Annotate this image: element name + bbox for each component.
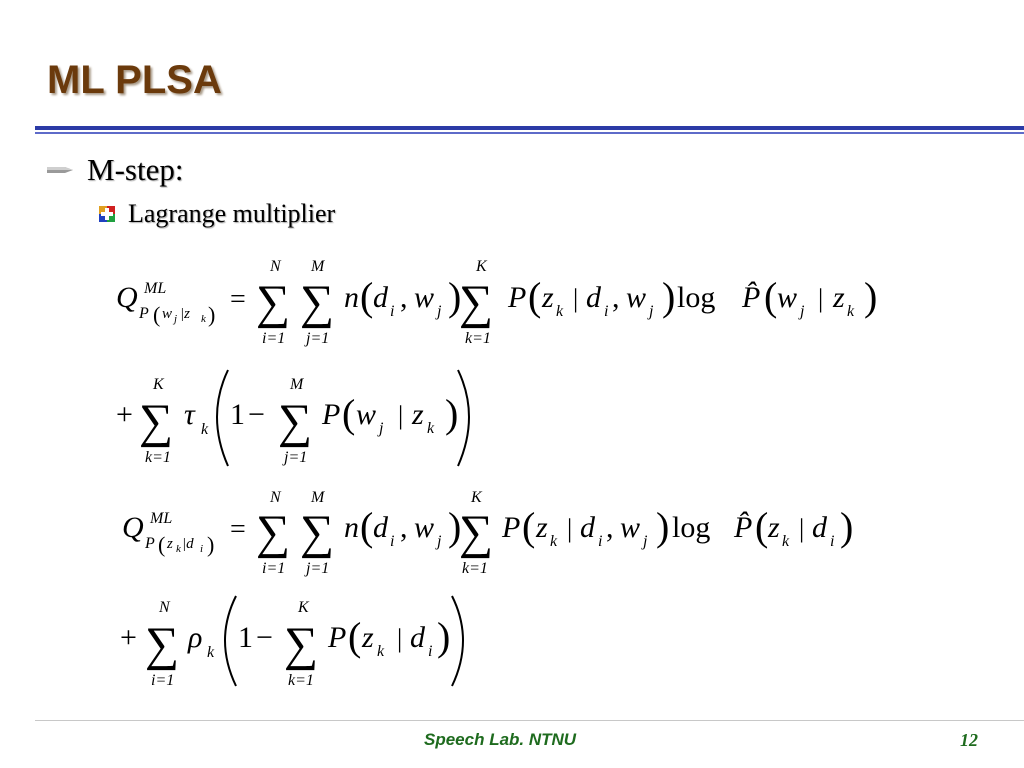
svg-text:=: =	[230, 514, 246, 545]
svg-text:d: d	[586, 281, 601, 314]
svg-text:+: +	[120, 621, 137, 654]
footer-lab-name: Speech Lab. NTNU	[424, 730, 577, 749]
svg-text:log: log	[672, 511, 711, 544]
svg-text:d: d	[812, 511, 827, 544]
svg-text:∑: ∑	[459, 506, 494, 559]
svg-text:P: P	[328, 621, 347, 654]
eq1-sum3-bot: k=1	[465, 330, 491, 347]
svg-text:|d: |d	[182, 536, 194, 552]
svg-text:k: k	[847, 303, 855, 320]
svg-text:d: d	[410, 621, 425, 654]
svg-text:i: i	[604, 303, 609, 320]
bullet-level1-text: M-step:	[87, 152, 184, 187]
svg-text:w: w	[626, 281, 647, 314]
svg-text:(: (	[360, 504, 374, 549]
eq1-comma: ,	[400, 281, 408, 314]
eq1-Q: Q	[116, 281, 138, 314]
eq1-bar: |	[573, 284, 579, 313]
svg-text:1: 1	[230, 398, 245, 431]
svg-text:i=1: i=1	[151, 672, 175, 689]
eq1-j: j	[437, 303, 442, 320]
eq1-subk: k	[201, 313, 206, 325]
slide-title: ML PLSA	[47, 58, 222, 102]
svg-text:w: w	[620, 511, 641, 544]
svg-text:z: z	[362, 621, 374, 654]
eq1-z: z	[542, 281, 554, 314]
svg-text:z: z	[412, 398, 424, 431]
svg-text:): )	[208, 302, 216, 327]
svg-text:K: K	[153, 376, 164, 393]
svg-text:z: z	[833, 281, 845, 314]
eq1-sum1-top: N	[270, 258, 281, 275]
svg-text:P̂: P̂	[734, 511, 753, 544]
svg-text:): )	[864, 274, 878, 319]
svg-text:j=1: j=1	[306, 560, 330, 577]
svg-text:∑: ∑	[300, 506, 335, 559]
equation2-line2	[120, 596, 463, 689]
svg-text:n: n	[344, 511, 359, 544]
svg-text:ρ: ρ	[188, 621, 203, 654]
svg-text:): )	[656, 504, 670, 549]
svg-text:k: k	[207, 644, 215, 661]
equation2-line1	[122, 489, 853, 577]
eq1-sum2: ∑	[300, 276, 335, 329]
eq1-i: i	[390, 303, 395, 320]
svg-text:M: M	[311, 489, 325, 506]
svg-text:): )	[448, 274, 462, 319]
svg-text:1: 1	[238, 621, 253, 654]
eq1-k: k	[556, 303, 564, 320]
svg-text:i: i	[390, 533, 395, 550]
svg-text:i: i	[200, 543, 204, 555]
eq1-subj: j	[174, 313, 178, 325]
eq1-P: P	[508, 281, 527, 314]
eq1-sum2-bot: j=1	[306, 330, 330, 347]
eq1b-sum2: ∑	[278, 395, 313, 448]
svg-text:N: N	[270, 489, 281, 506]
svg-text:K: K	[298, 599, 309, 616]
svg-text:): )	[445, 391, 459, 436]
svg-text:): )	[207, 532, 215, 557]
svg-text:k: k	[782, 533, 790, 550]
eq1-sup: ML	[144, 280, 167, 297]
svg-text:k: k	[201, 421, 209, 438]
svg-text:): )	[448, 504, 462, 549]
svg-text:P: P	[322, 398, 341, 431]
eq1-d: d	[373, 281, 388, 314]
svg-text:|: |	[398, 401, 404, 430]
svg-text:|: |	[567, 514, 573, 543]
svg-text:(: (	[528, 274, 542, 319]
svg-text:P: P	[502, 511, 521, 544]
svg-text:∑: ∑	[256, 506, 291, 559]
svg-text:|: |	[818, 284, 824, 313]
svg-text:w: w	[356, 398, 377, 431]
svg-text:N: N	[159, 599, 170, 616]
svg-text:d: d	[373, 511, 388, 544]
svg-text:∑: ∑	[145, 618, 180, 671]
svg-text:j: j	[800, 303, 805, 320]
svg-text:k=1: k=1	[462, 560, 488, 577]
svg-text:k: k	[377, 643, 385, 660]
eq1b-sum: ∑	[139, 395, 174, 448]
svg-text:i: i	[598, 533, 603, 550]
svg-text:|: |	[799, 514, 805, 543]
svg-text:−: −	[256, 621, 273, 654]
svg-text:k: k	[550, 533, 558, 550]
svg-text:z: z	[536, 511, 548, 544]
svg-text:(: (	[153, 302, 161, 327]
footer-page-number: 12	[960, 730, 978, 750]
svg-text:P: P	[145, 535, 155, 552]
eq1-sum2-top: M	[311, 258, 325, 275]
svg-text:w: w	[777, 281, 798, 314]
svg-text:z: z	[768, 511, 780, 544]
bullet-level2-text: Lagrange multiplier	[128, 199, 336, 228]
eq1-log: log	[677, 281, 716, 314]
svg-text:−: −	[248, 398, 265, 431]
svg-text:k: k	[176, 543, 181, 555]
svg-text:d: d	[580, 511, 595, 544]
svg-text:(: (	[158, 532, 166, 557]
svg-text:K: K	[471, 489, 482, 506]
svg-text:(: (	[522, 504, 536, 549]
svg-text:): )	[437, 614, 451, 659]
svg-text:k=1: k=1	[145, 449, 171, 466]
svg-text:,: ,	[612, 281, 620, 314]
svg-text:i=1: i=1	[262, 560, 286, 577]
svg-text:j: j	[649, 303, 654, 320]
svg-text:i: i	[830, 533, 835, 550]
svg-text:w: w	[414, 511, 435, 544]
svg-text:,: ,	[606, 511, 614, 544]
eq1-n: n	[344, 281, 359, 314]
svg-text:ML: ML	[150, 510, 173, 527]
eq1-w: w	[414, 281, 435, 314]
eq1-equals: =	[230, 284, 246, 315]
svg-text:,: ,	[400, 511, 408, 544]
svg-text:): )	[662, 274, 676, 319]
svg-text:j: j	[379, 420, 384, 437]
svg-text:(: (	[360, 274, 374, 319]
svg-text:|: |	[397, 624, 403, 653]
svg-text:∑: ∑	[284, 618, 319, 671]
eq1-Phat: P̂	[742, 281, 761, 314]
svg-text:(: (	[342, 391, 356, 436]
equation1-line2	[116, 370, 469, 466]
eq1-sum1-bot: i=1	[262, 330, 286, 347]
svg-text:M: M	[290, 376, 304, 393]
eq1-subP: P	[139, 305, 149, 322]
svg-text:k=1: k=1	[288, 672, 314, 689]
svg-text:i: i	[428, 643, 433, 660]
footer-divider	[35, 720, 1024, 721]
svg-text:j: j	[437, 533, 442, 550]
svg-text:j=1: j=1	[284, 449, 308, 466]
eq1-sum3-top: K	[476, 258, 487, 275]
svg-text:Q: Q	[122, 511, 144, 544]
svg-text:(: (	[348, 614, 362, 659]
svg-text:(: (	[764, 274, 778, 319]
eq1-sum3: ∑	[459, 276, 494, 329]
eq1b-tau: τ	[184, 398, 195, 431]
eq1b-rparen	[458, 370, 469, 466]
eq1b-plus: +	[116, 398, 133, 431]
svg-text:j: j	[643, 533, 648, 550]
svg-text:k: k	[427, 420, 435, 437]
eq1-subz: |z	[180, 306, 190, 322]
equation1-line1	[116, 258, 877, 347]
svg-text:(: (	[755, 504, 769, 549]
svg-text:z: z	[167, 536, 173, 552]
svg-text:): )	[840, 504, 854, 549]
eq1-sum1: ∑	[256, 276, 291, 329]
eq1-subw: w	[162, 306, 173, 322]
eq1b-lparen	[217, 370, 228, 466]
